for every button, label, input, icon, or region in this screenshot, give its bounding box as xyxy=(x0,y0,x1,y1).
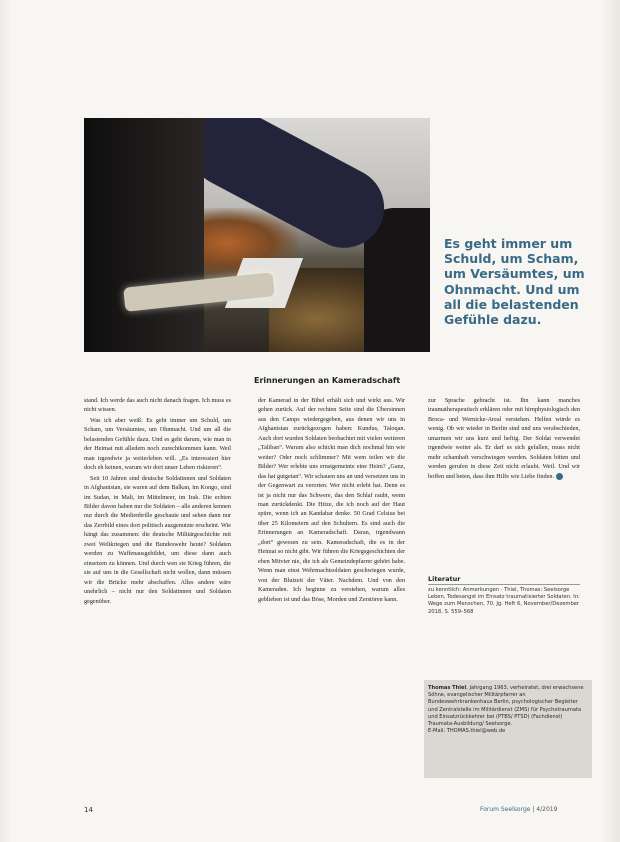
text-column-1 xyxy=(84,396,231,607)
footer xyxy=(480,806,557,813)
page-number: 14 xyxy=(84,806,93,814)
paragraph: Was ich aber weiß: Es geht immer um Schuld, um Scham, um Versäumtes, um Ohnmacht. Und um all die belastenden Gefühle dazu. Und es geht darum, wie man in der Heimat mit alledem noch zurechtkommen kann. Weil man irgendwie ja weiterleben will. „Es interessiert hier doch eh keinen, warum wir dort unser Leben riskieren“. xyxy=(84,416,231,472)
literature-text: zu kenntlich: Anmerkungen · Thiel, Thomas: Seelsorge Leben, Todesangst im Einsatz traumatisierter Soldaten. In: Wege zum Menschen, 70. Jg. Heft 6, November/Dezember 2018, S. 559–568 xyxy=(428,587,580,615)
article-photo xyxy=(84,118,430,352)
end-mark-icon xyxy=(556,473,563,480)
section-title: Erinnerungen an Kameradschaft xyxy=(254,376,401,385)
paragraph: zur Sprache gebracht ist. Ihn kann manches traumatherapeutisch erklären oder mit hirnphysiologisch den Broca- und Wernicke-Areal verstehen. Helfen würde es wenig. Ob wir wieder in Berlin sind und uns verabschieden, umarmen wir uns kurz und heftig. Der Soldat verwendet irgendwie weiter als. Er darf es sich gefallen, muss nicht mehr schamhaft verschwiegen werden. Soldaten bitten und werden gerufen in diese Zeit nicht erlaubt. Weil. Und wir hoffen und beten, dass ihm Hilfe wie Liebe finden. xyxy=(428,397,580,480)
paragraph: der Kamerad in der Bibel erhält sich und wirkt aus. Wir gehen zurück. Auf der rechten Seite sind die Übersinnen aus den Camps wiedergegeben, aus denen wir uns in Afghanistan zurückgezogen haben: Kundus, Taloqan. Auch dort wurden Soldaten beobachtet mit vielen weiteren „Taliban“. Warum also schickt man dich nochmal hin wie weiter? Oder noch schlimmer? Mit wem teilen wir die Bilder? Wer erlebte uns ernstgemeinte eine Heim? „Ganz, das hat gutgetan“. Wir schauen uns an und versetzen uns in der Gegenwart zu verorten. Wer nicht erlebt hat. Denn es ist ja nicht nur das Schwere, das den Schlaf raubt, wenn man zurückdenkt. Die Hitze, die ich noch auf der Haut spüre, wenn ich an Kandahar denke. 50 Grad Celsius bei über 25 Kilometern auf den Schultern. Es sind auch die Erinnerungen an Kameradschaft. Daran, irgendwann „dort“ gewesen zu sein. Kameradschaft, die es in der Heimat so nicht gibt. Wir führen die Kriegsgeschichten der eben Mitvier nie, die ich als Gemeindepfarrer gehört habe. Wenn man einst Wehrmachtsoldaten geschwiegen wurde, von der Blutzeit der Väter. Nachdem. Und von den Kameraden. Ich beginne zu verstehen, warum alles geblieben ist und das Böse, Morden und Zerstören kann. xyxy=(258,397,405,603)
author-bio: Jahrgang 1963, verheiratet, drei erwachsene Söhne, evangelischer Militärpfarrer an Bundeswehrkrankenhaus Berlin, psychologischer Begleiter und Zentralstelle im Militärdienst (ZMS) für Psychotraumata und Einsatzrückkehrer bei (PTBS/ PTSD) (Fachdienst) Traumata-Ausbildung/ Seelsorge. xyxy=(428,685,584,728)
literature-heading: Literatur xyxy=(428,575,461,583)
author-box: Thomas Thiel, Jahrgang 1963, verheiratet, drei erwachsene Söhne, evangelischer Militärpfarrer an Bundeswehrkrankenhaus Berlin, psychologischer Begleiter und Zentralstelle im Militärdienst (ZMS) für Psychotraumata und Einsatzrückkehrer bei (PTBS/ PTSD) (Fachdienst) Traumata-Ausbildung/ Seelsorge. E-Mail: THOMAS.thiel@web.de xyxy=(424,680,592,778)
footer-brand: Forum Seelsorge xyxy=(480,806,531,813)
divider xyxy=(428,584,580,585)
author-name: Thomas Thiel xyxy=(428,685,467,691)
footer-issue: | 4/2019 xyxy=(532,806,558,813)
text-column-2 xyxy=(258,396,405,605)
paragraph: stand. Ich werde das auch nicht danach fragen. Ich muss es nicht wissen. xyxy=(84,397,231,414)
pull-quote: Es geht immer um Schuld, um Scham, um Versäumtes, um Ohnmacht. Und um all die belastenden Gefühle dazu. xyxy=(444,236,585,328)
author-email[interactable]: E-Mail: THOMAS.thiel@web.de xyxy=(428,728,506,735)
text-column-3 xyxy=(428,396,580,482)
paragraph: Seit 10 Jahren sind deutsche Soldatinnen und Soldaten in Afghanistan, sie waren auf dem Balkan, im Kongo, sind im Sudan, in Mali, im Mittelmeer, im Irak. Die echten Bilder davon haben nur die Soldaten – alle anderen kennen nur durch die Medienbrille geschaute und sehen dann nur das Zerrbild eines dort politisch ausgenutzte erscheint. Wie hängt das zusammen: die deutsche Militärgeschichte mit zwei Weltkriegen und die Bundeswehr heute? Soldaten werden zu Waffenausgebildet, um diese dann auch einsetzen zu können. Und durch wen sie Krieg führen, die sie auf uns in die Gesellschaft nicht wollen, dann müssen wir die Brücke mehr abschaffen. Alles andere wäre unehrlich – nicht nur den Soldatinnen und Soldaten gegenüber. xyxy=(84,474,231,605)
photo-dark-frame xyxy=(84,118,204,352)
